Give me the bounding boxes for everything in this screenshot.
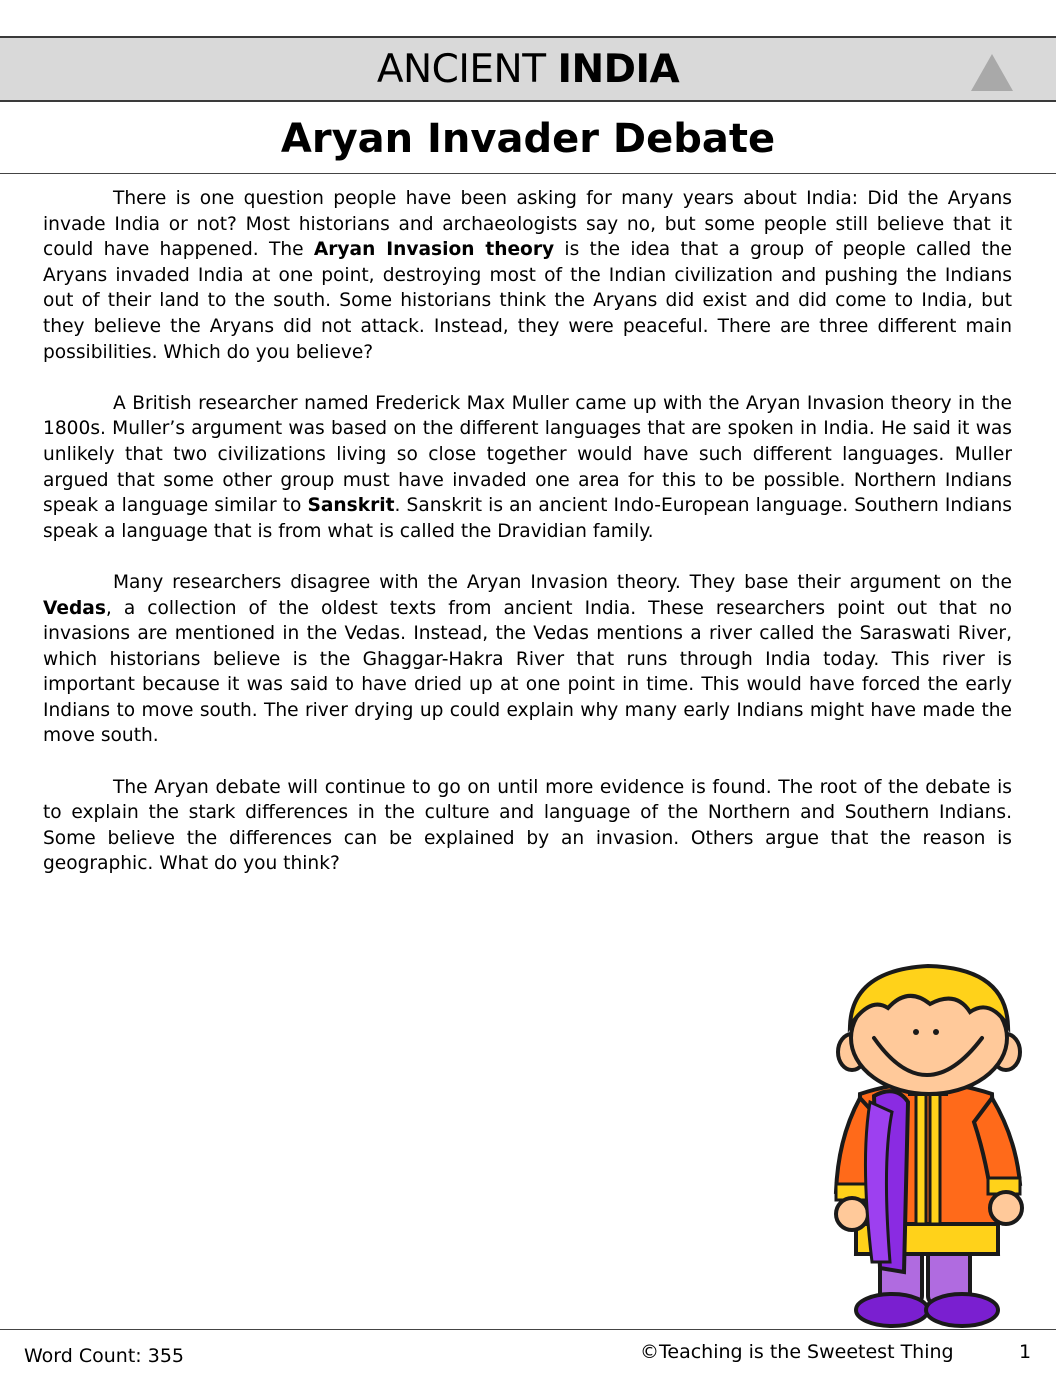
footer-divider <box>0 1329 1056 1330</box>
boy-with-scarf-illustration <box>830 962 1030 1332</box>
paragraph: There is one question people have been asking for many years about India: Did the Aryans invade India or not? Most historians and archaeologists say no, but some people still believe that it could have happened. The Aryan Invasion theory is the idea that a group of people called the Aryans invaded India at one point, destroying most of the Indian civilization and pushing the Indians out of their land to the south. Some historians think the Aryans did exist and did come to India, but they believe the Aryans did not attack. Instead, they were peaceful. There are three different main possibilities. Which do you believe? <box>43 188 1012 363</box>
series-title-light: ANCIENT <box>376 47 546 92</box>
paragraph: The Aryan debate will continue to go on until more evidence is found. The root of the debate is to explain the stark differences in the culture and language of the Northern and Southern Indians. Some believe the differences can be explained by an invasion. Others argue that the reason is geographic. What do you think? <box>43 776 1012 875</box>
header-bar <box>0 36 1056 102</box>
article-body <box>43 186 1012 903</box>
paragraph: A British researcher named Frederick Max Muller came up with the Aryan Invasion theory in the 1800s. Muller’s argument was based on the different languages that are spoken in India. He said it was unlikely that two civilizations living so close together would have such different languages. Muller argued that some other group must have invaded one area for this to be possible. Northern Indians speak a language similar to Sanskrit. Sanskrit is an ancient Indo-European language. Southern Indians speak a language that is from what is called the Dravidian family. <box>43 392 1012 542</box>
title-divider <box>0 173 1056 174</box>
word-count: Word Count: 355 <box>24 1345 185 1367</box>
page-title: Aryan Invader Debate <box>280 116 776 162</box>
series-title-bold: INDIA <box>557 47 680 92</box>
paragraph: Many researchers disagree with the Aryan Invasion theory. They base their argument on the Vedas, a collection of the oldest texts from ancient India. These researchers point out that no invasions are mentioned in the Vedas. Instead, the Vedas mentions a river called the Saraswati River, which historians believe is the Ghaggar-Hakra River that runs through India today. This river is important because it was said to have dried up at one point in time. This would have forced the early Indians to move south. The river drying up could explain why many early Indians might have made the move south. <box>43 571 1012 747</box>
copyright: ©Teaching is the Sweetest Thing <box>640 1341 954 1363</box>
triangle-icon <box>970 52 1014 92</box>
series-title <box>0 48 1056 92</box>
page-number: 1 <box>1019 1341 1032 1363</box>
